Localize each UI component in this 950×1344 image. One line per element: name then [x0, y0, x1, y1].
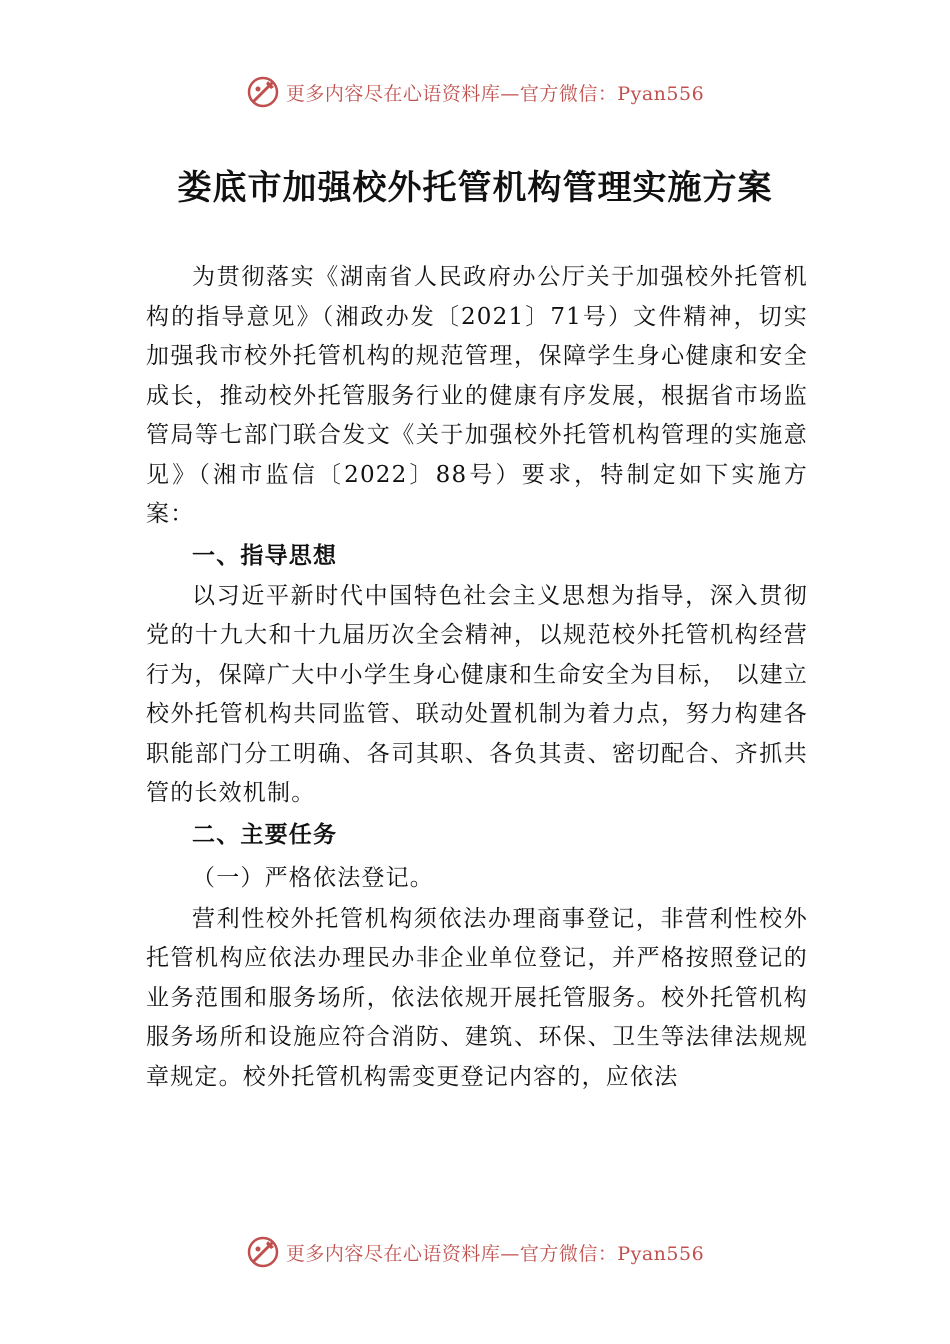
section-heading-main-tasks: 二、主要任务 — [192, 821, 338, 848]
intro-paragraph: 为贯彻落实《湖南省人民政府办公厅关于加强校外托管机构的指导意见》（湘政办发〔2021〕71号）文件精神，切实加强我市校外托管机构的规范管理，保障学生身心健康和安全成长，推动校外托管服务行业的健康有序发展，根据省市场监管局等七部门联合发文《关于加强校外托管机构管理的实施意见》（湘市监信〔2022〕88号）要求，特制定如下实施方案： — [146, 264, 808, 527]
subsection-heading-registration: （一）严格依法登记。 — [192, 864, 434, 891]
document-title: 娄底市加强校外托管机构管理实施方案 — [177, 168, 773, 208]
watermark-text: 更多内容尽在心语资料库—官方微信：Pyan556 — [285, 1242, 705, 1265]
watermark-text: 更多内容尽在心语资料库—官方微信：Pyan556 — [285, 82, 705, 105]
pen-circle-logo-icon — [246, 1235, 280, 1269]
document-body — [146, 258, 808, 1097]
pen-circle-logo-icon — [246, 75, 280, 109]
registration-paragraph: 营利性校外托管机构须依法办理商事登记，非营利性校外托管机构应依法办理民办非企业单位登记，并严格按照登记的业务范围和服务场所，依法依规开展托管服务。校外托管机构服务场所和设施应符合消防、建筑、环保、卫生等法律法规规章规定。校外托管机构需变更登记内容的，应依法 — [146, 905, 808, 1090]
section-heading-guiding-ideology: 一、指导思想 — [192, 542, 338, 569]
watermark-footer — [0, 1232, 950, 1272]
guiding-ideology-paragraph: 以习近平新时代中国特色社会主义思想为指导，深入贯彻党的十九大和十九届历次全会精神，以规范校外托管机构经营行为，保障广大中小学生身心健康和生命安全为目标， 以建立校外托管机构共同监管、联动处置机制为着力点，努力构建各职能部门分工明确、各司其职、各负其责、密切配合、齐抓共管的长效机制。 — [146, 582, 808, 806]
watermark-header — [0, 72, 950, 112]
